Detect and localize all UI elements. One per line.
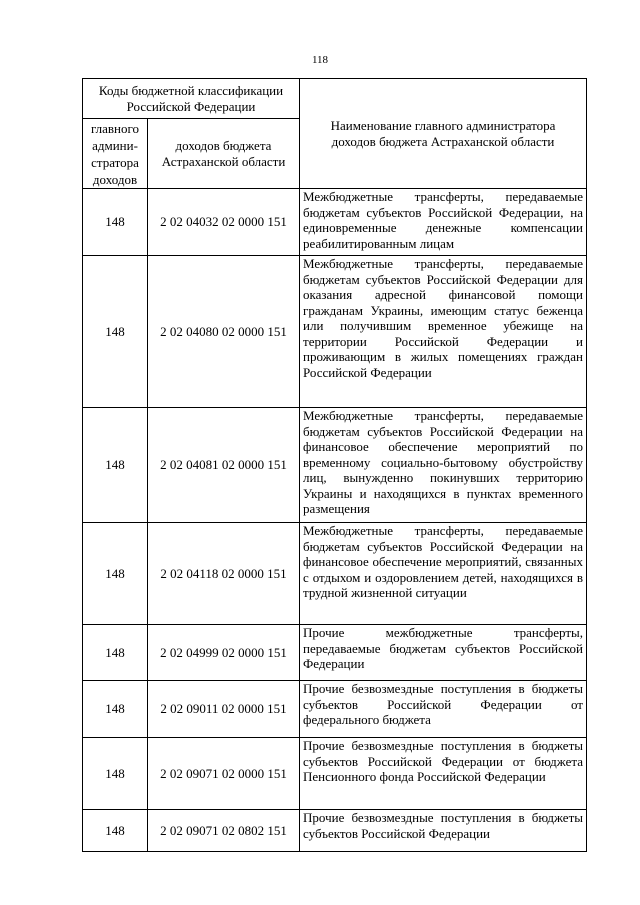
row-admin-code: 148 <box>83 256 148 408</box>
row-name: Межбюджетные трансферты, передаваемые бюджетам субъектов Российской Федерации на финансовое обеспечение мероприятий по временному социально-бытовому обустройству лиц, вынужденно покинувших территорию Украины и находящихся в пунктах временного размещения <box>300 408 587 523</box>
row-name: Межбюджетные трансферты, передаваемые бюджетам субъектов Российской Федерации для оказания адресной финансовой помощи гражданам Украины, имеющим статус беженца или получившим временное убежище на территории Российской Федерации и проживающим в жилых помещениях граждан Российской Федерации <box>300 256 587 408</box>
row-income-code: 2 02 04999 02 0000 151 <box>148 625 300 681</box>
row-admin-code: 148 <box>83 523 148 625</box>
row-admin-code: 148 <box>83 681 148 738</box>
table-row <box>83 738 587 810</box>
header-main-administrator: главного админи-стратора доходов <box>83 119 148 189</box>
row-name: Прочие безвозмездные поступления в бюджеты субъектов Российской Федерации от бюджета Пенсионного фонда Российской Федерации <box>300 738 587 810</box>
row-name: Прочие межбюджетные трансферты, передаваемые бюджетам субъектов Российской Федерации <box>300 625 587 681</box>
row-income-code: 2 02 09071 02 0000 151 <box>148 738 300 810</box>
table-row <box>83 810 587 852</box>
row-income-code: 2 02 04081 02 0000 151 <box>148 408 300 523</box>
row-admin-code: 148 <box>83 408 148 523</box>
table-header-row <box>83 79 587 119</box>
row-name: Межбюджетные трансферты, передаваемые бюджетам субъектов Российской Федерации, на единовременные денежные компенсации реабилитированным лицам <box>300 189 587 256</box>
header-codes-group: Коды бюджетной классификации Российской Федерации <box>83 79 300 119</box>
row-income-code: 2 02 04118 02 0000 151 <box>148 523 300 625</box>
row-admin-code: 148 <box>83 738 148 810</box>
row-admin-code: 148 <box>83 625 148 681</box>
table-row <box>83 189 587 256</box>
table-row <box>83 408 587 523</box>
row-name: Межбюджетные трансферты, передаваемые бюджетам субъектов Российской Федерации на финансовое обеспечение мероприятий, связанных с отдыхом и оздоровлением детей, находящихся в трудной жизненной ситуации <box>300 523 587 625</box>
row-name: Прочие безвозмездные поступления в бюджеты субъектов Российской Федерации <box>300 810 587 852</box>
budget-classification-table <box>82 78 587 852</box>
row-name: Прочие безвозмездные поступления в бюджеты субъектов Российской Федерации от федерального бюджета <box>300 681 587 738</box>
row-income-code: 2 02 04032 02 0000 151 <box>148 189 300 256</box>
page-number: 118 <box>311 54 329 66</box>
header-income-code: доходов бюджета Астраханской области <box>148 119 300 189</box>
row-income-code: 2 02 09071 02 0802 151 <box>148 810 300 852</box>
row-income-code: 2 02 09011 02 0000 151 <box>148 681 300 738</box>
table-row <box>83 256 587 408</box>
table-row <box>83 523 587 625</box>
table-row <box>83 625 587 681</box>
row-admin-code: 148 <box>83 810 148 852</box>
table-row <box>83 681 587 738</box>
row-admin-code: 148 <box>83 189 148 256</box>
row-income-code: 2 02 04080 02 0000 151 <box>148 256 300 408</box>
header-administrator-name: Наименование главного администратора доходов бюджета Астраханской области <box>300 79 587 189</box>
